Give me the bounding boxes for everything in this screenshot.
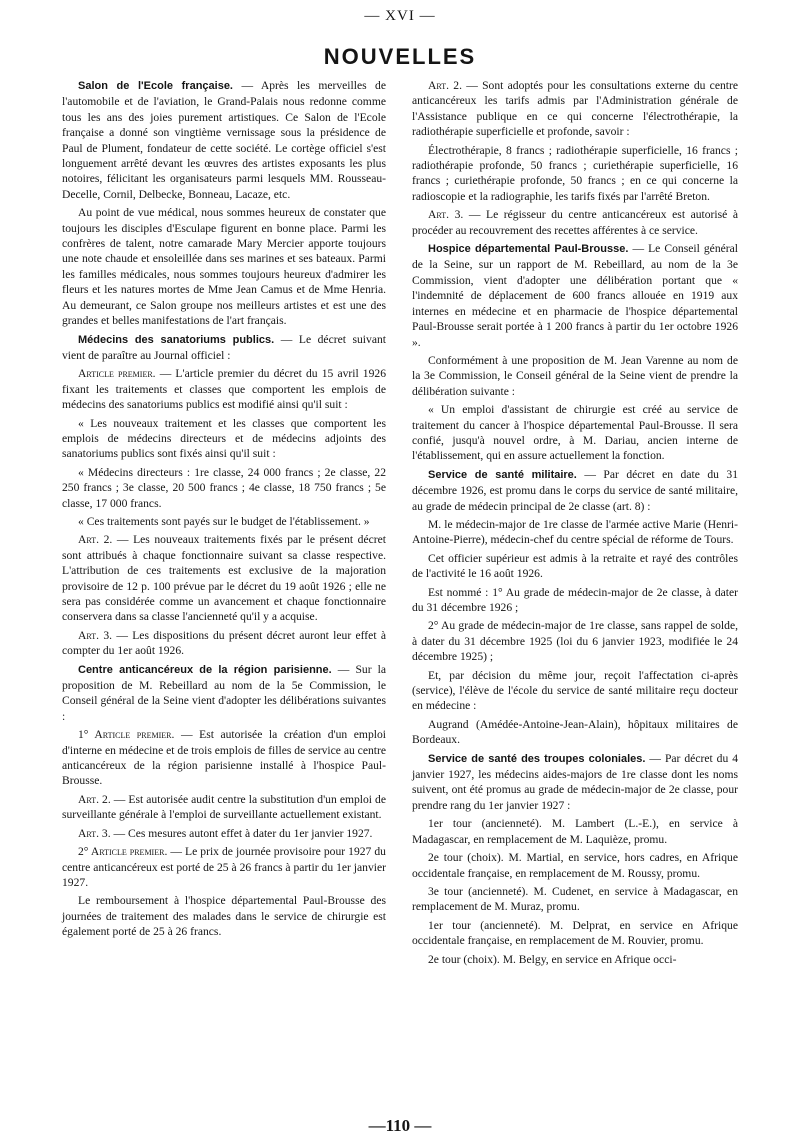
paragraph: Service de santé militaire. — Par décret en date du 31 décembre 1926, est promu dans le corps du service de santé militaire, au grade de médecin principal de 2e classe (art. 8) : <box>412 467 738 513</box>
article-lead: Art. 2. <box>78 792 111 806</box>
paragraph: 2° Article premier. — Le prix de journée provisoire pour 1927 du centre anticancéreux est porté de 25 à 26 francs à partir du 1er janvier 1927. <box>62 845 386 889</box>
run-in-heading: Hospice départemental Paul-Brousse. <box>428 243 629 256</box>
paragraph: Médecins des sanatoriums publics. — Le décret suivant vient de paraître au Journal officiel : <box>62 332 386 362</box>
paragraph: Service de santé des troupes coloniales. — Par décret du 4 janvier 1927, les médecins aides-majors de 1re classe dont les noms suivent, ont été promus au grade de médecin-major de 2e classe, pour prendre rang du 1er janvier 1927 : <box>412 751 738 812</box>
paragraph: Conformément à une proposition de M. Jean Varenne au nom de la 3e Commission, le Conseil général de la Seine vient de prendre la délibération suivante : <box>412 353 738 398</box>
run-in-heading: Service de santé des troupes coloniales. <box>428 752 646 765</box>
paragraph: « Médecins directeurs : 1re classe, 24 000 francs ; 2e classe, 22 250 francs ; 3e classe, 20 500 francs ; 4e classe, 18 750 francs ; 5e classe, 17 000 francs. <box>62 465 386 510</box>
paragraph: Et, par décision du même jour, reçoit l'affectation ci-après (service), l'élève de l'école du service de santé militaire reçu docteur en médecine : <box>412 668 738 713</box>
paragraph: Art. 2. — Sont adoptés pour les consultations externe du centre anticancéreux les tarifs admis par l'Administration générale de l'Assistance publique en ce qui concerne l'électrothérapie, la radiothérapie superficielle et profonde, savoir : <box>412 79 738 139</box>
paragraph: « Les nouveaux traitement et les classes que comportent les emplois de médecins directeurs et de médecins adjoints des sanatoriums publics sont fixés ainsi qu'il suit : <box>62 416 386 461</box>
paragraph: 3e tour (ancienneté). M. Cudenet, en service à Madagascar, en remplacement de M. Muraz, promu. <box>412 884 738 914</box>
left-column <box>62 78 386 943</box>
paragraph: « Ces traitements sont payés sur le budget de l'établissement. » <box>78 514 370 528</box>
paragraph: Salon de l'Ecole française. — Après les merveilles de l'automobile et de l'aviation, le Grand-Palais nous redonne comme tous les ans des joies purement artistiques. Ce Salon de l'Ecole française a donné son vingtième vernissage sous la présidence de Paul de Plument, fondateur de cette société. Le cortège officiel s'est longuement arrêté devant les œuvres des artistes exposants les plus notoires, félicitant les organisateurs parmi lesquels MM. Rousseau-Decelle, Cornil, Delbecke, Bonneau, Lacaze, etc. <box>62 79 386 201</box>
paragraph: Au point de vue médical, nous sommes heureux de constater que toujours les disciples d'Esculape figurent en bonne place. Parmi les confrères de talent, notre camarade Mary Mercier apporte toujours une note chaude et ensoleillée dans ses marines et ses bateaux. Parmi les familles médicales, nous sommes toujours heureux d'admirer les fleurs et les natures mortes de Mme Jean Camus et de Mme Henria. Au demeurant, ce Salon groupe nos meilleurs artistes et est une des grandes et belles manifestations de l'art français. <box>62 206 386 328</box>
paragraph: « Un emploi d'assistant de chirurgie est créé au service de traitement du cancer à l'hospice départemental Paul-Brousse. Il sera confié, jusqu'à nouvel ordre, à M. Dariau, ancien interne de l'établissement, qui en assure actuellement la fonction. <box>412 403 738 463</box>
right-column <box>412 78 738 970</box>
page-header-roman: — XVI — <box>364 8 436 24</box>
article-lead: Art. 3. <box>78 628 113 642</box>
paragraph: 1° Article premier. — Est autorisée la création d'un emploi d'interne en médecine et de trois emplois de filles de service au centre anticancéreux de la région parisienne installé à l'hospice Paul-Brousse. <box>62 728 387 788</box>
page-number: —110 — <box>368 1116 432 1135</box>
paragraph: Électrothérapie, 8 francs ; radiothérapie superficielle, 16 francs ; radiothérapie profonde, 50 francs ; curiethérapie superficielle, 16 francs ; curiethérapie profonde, 50 francs ; en ce qui concerne la radioscopie et la radiographie, les tarifs fixés par l'arrêté Breton. <box>412 143 738 203</box>
run-in-heading: Centre anticancéreux de la région parisienne. <box>78 663 332 676</box>
paragraph: Hospice départemental Paul-Brousse. — Le Conseil général de la Seine, sur un rapport de M. Rebeillard, au nom de la 3e Commission, vient d'adopter une délibération portant que « l'indemnité de déplacement de 600 francs allouée en 1919 aux internes en médecine et en pharmacie de l'hospice départemental Paul-Brousse serait portée à 1 200 francs à partir du 1er octobre 1926 ». <box>412 242 738 349</box>
article-lead: Art. 2. <box>428 79 462 92</box>
paragraph: 2e tour (choix). M. Belgy, en service en Afrique occi- <box>428 952 677 966</box>
paragraph: M. le médecin-major de 1re classe de l'armée active Marie (Henri-Antoine-Pierre), médecin-chef du centre spécial de réforme de Tours. <box>412 517 738 547</box>
paragraph: Le remboursement à l'hospice départemental Paul-Brousse des journées de traitement des malades dans le service de chirurgie est également porté de 25 à 26 francs. <box>62 894 386 939</box>
article-lead: Art. 3. <box>78 826 111 840</box>
paragraph: Art. 3. — Ces mesures autont effet à dater du 1er janvier 1927. <box>78 826 373 840</box>
article-lead: 1° Article premier. <box>78 728 175 742</box>
paragraph: 2° Au grade de médecin-major de 1re classe, sans rappel de solde, à dater du 31 décembre 1925 (loi du 6 janvier 1923, modifiée le 24 décembre 1925) ; <box>412 619 738 664</box>
paragraph: Augrand (Amédée-Antoine-Jean-Alain), hôpitaux militaires de Bordeaux. <box>412 717 738 747</box>
paragraph: Article premier. — L'article premier du décret du 15 avril 1926 fixant les traitements et classes que comportent les emplois de médecins des sanatoriums publics est modifié ainsi qu'il suit : <box>62 367 386 412</box>
run-in-heading: Médecins des sanatoriums publics. <box>78 333 275 346</box>
run-in-heading: Service de santé militaire. <box>428 468 577 481</box>
article-lead: Art. 2. <box>78 533 113 547</box>
article-lead: Article premier. <box>78 367 156 381</box>
paragraph: Art. 3. — Les dispositions du présent décret auront leur effet à compter du 1er août 1926. <box>62 628 386 658</box>
paragraph: Cet officier supérieur est admis à la retraite et rayé des contrôles de l'activité le 16 août 1926. <box>412 551 738 581</box>
paragraph: Est nommé : 1° Au grade de médecin-major de 2e classe, à dater du 31 décembre 1926 ; <box>412 585 738 614</box>
paragraph: 1er tour (ancienneté). M. Lambert (L.-E.), en service à Madagascar, en remplacement de M. Laquièze, promu. <box>412 817 738 846</box>
paragraph: Art. 2. — Les nouveaux traitements fixés par le présent décret sont attribués à chaque fonctionnaire suivant sa classe respective. L'attribution de ces traitements est exclusive de la majoration provisoire de 12 p. 100 prévue par le décret du 19 août 1926 ; elle ne sera pas considérée comme un avancement et chaque fonctionnaire conservera dans sa classe l'ancienneté qu'il y a acquise. <box>62 533 386 624</box>
paragraph: Centre anticancéreux de la région parisienne. — Sur la proposition de M. Rebeillard au nom de la 5e Commission, le Conseil général de la Seine vient d'adopter les délibérations suivantes : <box>62 662 386 723</box>
paragraph: Art. 2. — Est autorisée audit centre la substitution d'un emploi de surveillante générale à l'emploi de surveillante actuellement existant. <box>62 792 386 822</box>
paragraph: 2e tour (choix). M. Martial, en service, hors cadres, en Afrique occidentale française, en remplacement de M. Roussy, promu. <box>412 851 738 880</box>
paragraph: Art. 3. — Le régisseur du centre anticancéreux est autorisé à procéder au recouvrement des recettes afférentes à ce service. <box>412 208 739 237</box>
section-title: NOUVELLES <box>323 44 477 69</box>
article-lead: 2° Article premier. <box>78 845 168 859</box>
paragraph: 1er tour (ancienneté). M. Delprat, en service en Afrique occidentale française, en remplacement de M. Rouvier, promu. <box>412 918 738 948</box>
run-in-heading: Salon de l'Ecole française. <box>78 80 233 92</box>
article-lead: Art. 3. <box>428 208 464 222</box>
